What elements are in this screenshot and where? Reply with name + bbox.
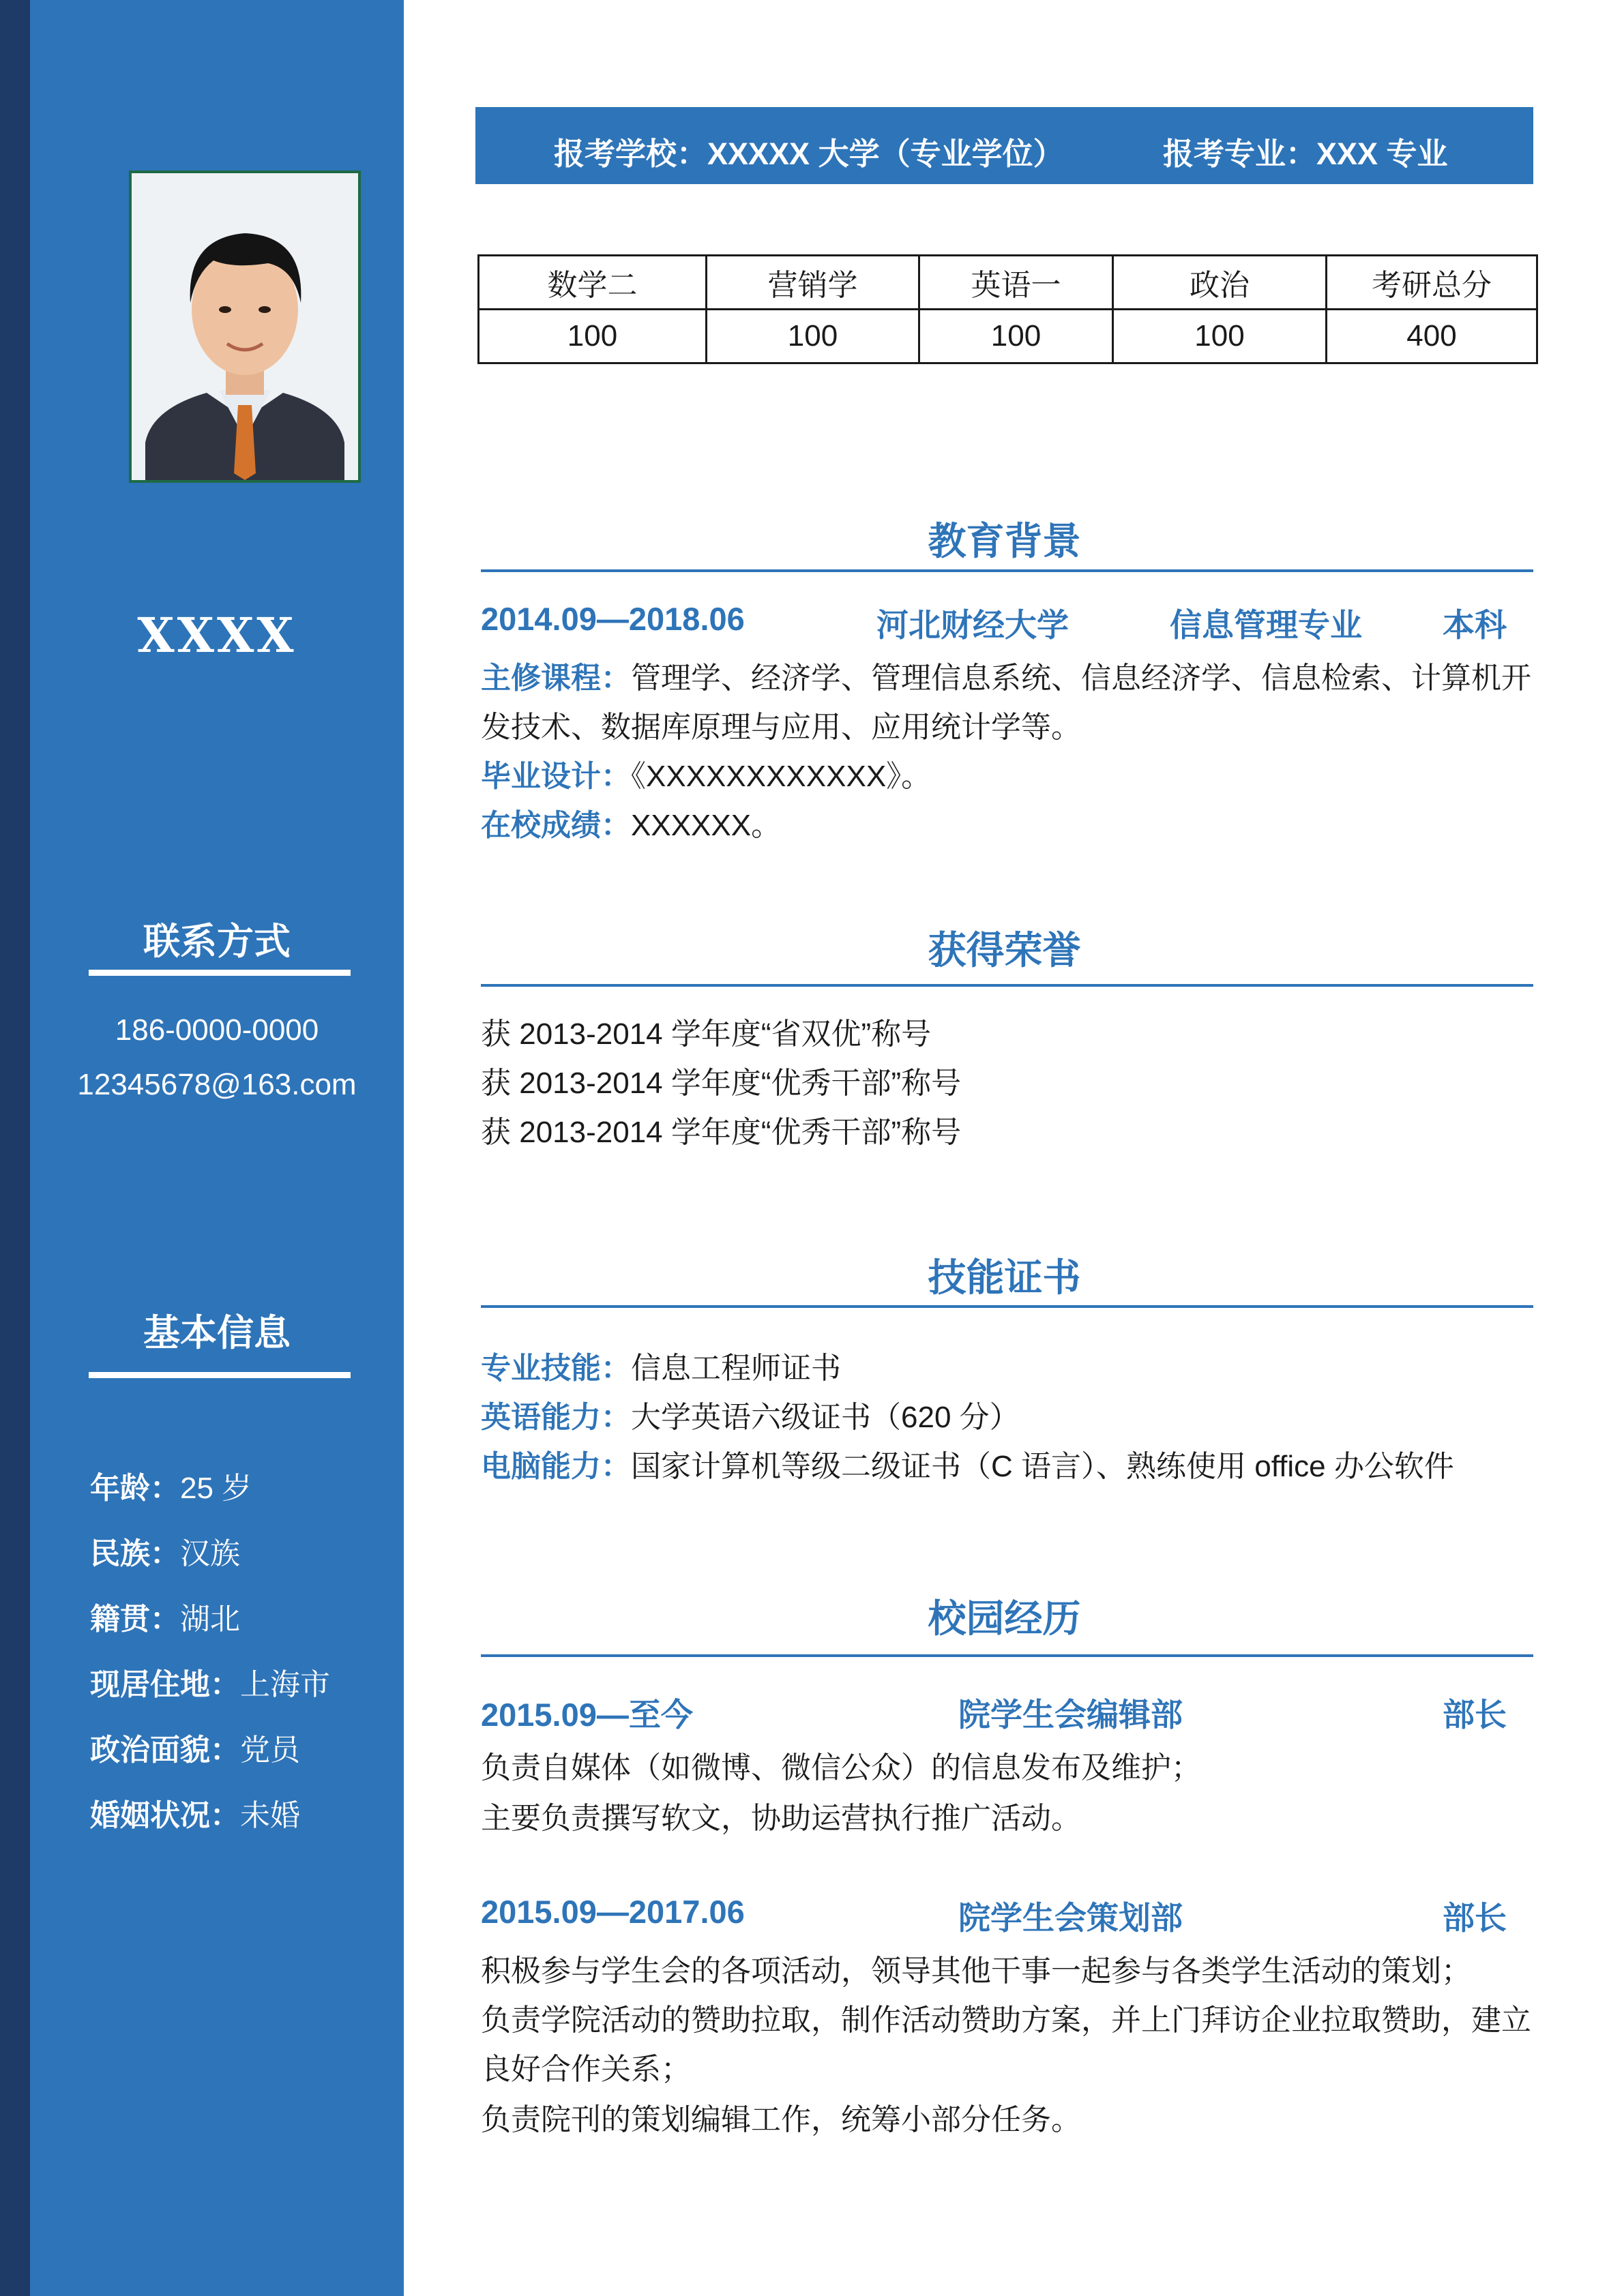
courses-line-continued: 发技术、数据库原理与应用、应用统计学等。 bbox=[481, 711, 1081, 744]
info-label: 政治面貌： bbox=[90, 1733, 240, 1767]
info-label: 现居住地： bbox=[90, 1668, 240, 1701]
info-value: 25 岁 bbox=[180, 1472, 252, 1505]
phone-number: 186-0000-0000 bbox=[115, 1013, 319, 1047]
table-cell: 400 bbox=[1327, 310, 1537, 363]
skills-section-title: 技能证书 bbox=[928, 1256, 1081, 1299]
courses-line bbox=[481, 653, 1531, 697]
honor-item: 获 2013-2014 学年度“省双优”称号 bbox=[481, 1017, 932, 1051]
table-header-cell: 考研总分 bbox=[1327, 256, 1537, 310]
info-row-political-status bbox=[90, 1725, 300, 1769]
basic-info-heading: 基本信息 bbox=[143, 1313, 291, 1354]
honors-section-title: 获得荣誉 bbox=[928, 929, 1081, 972]
skill-label: 电脑能力： bbox=[481, 1450, 631, 1483]
skill-item bbox=[481, 1392, 1020, 1436]
info-label: 籍贯： bbox=[90, 1602, 180, 1636]
info-label: 婚姻状况： bbox=[90, 1799, 240, 1832]
thesis-text: 《XXXXXXXXXXXX》。 bbox=[631, 760, 932, 793]
main-content bbox=[404, 0, 1624, 2296]
table-header-cell: 数学二 bbox=[479, 256, 707, 310]
candidate-name: XXXX bbox=[137, 607, 297, 664]
skill-value: 大学英语六级证书（620 分） bbox=[631, 1401, 1020, 1434]
education-divider bbox=[481, 569, 1533, 572]
skill-label: 专业技能： bbox=[481, 1352, 631, 1385]
campus-detail-line: 负责学院活动的赞助拉取，制作活动赞助方案，并上门拜访企业拉取赞助，建立 bbox=[481, 2003, 1531, 2037]
application-target-bar bbox=[475, 107, 1533, 184]
table-row bbox=[479, 310, 1537, 363]
education-school: 河北财经大学 bbox=[876, 607, 1069, 643]
education-header-row bbox=[481, 600, 1524, 641]
contact-divider bbox=[89, 970, 351, 976]
thesis-label: 毕业设计： bbox=[481, 760, 631, 793]
grades-line bbox=[481, 801, 781, 844]
education-degree: 本科 bbox=[1443, 607, 1507, 643]
sidebar bbox=[30, 0, 404, 2296]
education-major: 信息管理专业 bbox=[1170, 607, 1362, 643]
table-header-row bbox=[479, 256, 1537, 310]
info-value: 党员 bbox=[240, 1733, 300, 1767]
courses-label: 主修课程： bbox=[481, 661, 631, 695]
campus-entry-header bbox=[481, 1893, 1524, 1934]
table-header-cell: 英语一 bbox=[919, 256, 1113, 310]
info-value: 湖北 bbox=[180, 1602, 240, 1636]
info-row-marital-status bbox=[90, 1791, 300, 1834]
info-row-residence bbox=[90, 1660, 330, 1703]
table-cell: 100 bbox=[919, 310, 1113, 363]
info-row-hometown bbox=[90, 1594, 240, 1638]
info-value: 未婚 bbox=[240, 1799, 300, 1832]
skill-value: 国家计算机等级二级证书（C 语言）、熟练使用 office 办公软件 bbox=[631, 1450, 1454, 1483]
thesis-line bbox=[481, 751, 931, 795]
skills-divider bbox=[481, 1305, 1533, 1308]
table-cell: 100 bbox=[1113, 310, 1327, 363]
grades-label: 在校成绩： bbox=[481, 809, 631, 842]
info-label: 民族： bbox=[90, 1537, 180, 1570]
campus-period: 2015.09—2017.06 bbox=[481, 1894, 745, 1930]
campus-role: 部长 bbox=[1443, 1697, 1507, 1733]
honor-item: 获 2013-2014 学年度“优秀干部”称号 bbox=[481, 1067, 962, 1100]
info-label: 年龄： bbox=[90, 1472, 180, 1505]
edge-strip bbox=[0, 0, 30, 2296]
campus-divider bbox=[481, 1654, 1533, 1657]
table-cell: 100 bbox=[479, 310, 707, 363]
table-cell: 100 bbox=[707, 310, 919, 363]
score-table bbox=[477, 254, 1538, 364]
campus-org: 院学生会策划部 bbox=[958, 1900, 1183, 1936]
skill-item bbox=[481, 1442, 1454, 1485]
education-section-title: 教育背景 bbox=[928, 520, 1081, 563]
target-school: 报考学校：XXXXX 大学（专业学位） bbox=[554, 136, 1064, 171]
campus-detail-line: 主要负责撰写软文，协助运营执行推广活动。 bbox=[481, 1802, 1081, 1835]
table-header-cell: 营销学 bbox=[707, 256, 919, 310]
info-row-ethnicity bbox=[90, 1529, 240, 1572]
honor-item: 获 2013-2014 学年度“优秀干部”称号 bbox=[481, 1116, 962, 1149]
profile-photo bbox=[129, 170, 361, 483]
grades-text: XXXXXX。 bbox=[631, 809, 782, 842]
skill-item bbox=[481, 1343, 841, 1387]
campus-period: 2015.09—至今 bbox=[481, 1697, 693, 1733]
skill-value: 信息工程师证书 bbox=[631, 1352, 841, 1385]
campus-detail-line: 积极参与学生会的各项活动，领导其他干事一起参与各类学生活动的策划； bbox=[481, 1954, 1471, 1988]
info-row-age bbox=[90, 1463, 252, 1507]
skill-label: 英语能力： bbox=[481, 1401, 631, 1434]
email-address: 12345678@163.com bbox=[77, 1068, 357, 1101]
honors-divider bbox=[481, 984, 1533, 987]
campus-detail-line: 负责自媒体（如微博、微信公众）的信息发布及维护； bbox=[481, 1751, 1201, 1785]
campus-detail-line: 负责院刊的策划编辑工作，统筹小部分任务。 bbox=[481, 2103, 1081, 2136]
campus-entry-header bbox=[481, 1690, 1524, 1731]
info-value: 汉族 bbox=[180, 1537, 240, 1570]
contact-heading: 联系方式 bbox=[143, 921, 291, 962]
campus-role: 部长 bbox=[1443, 1900, 1507, 1936]
campus-org: 院学生会编辑部 bbox=[958, 1697, 1183, 1733]
basic-info-divider bbox=[89, 1372, 351, 1378]
education-period: 2014.09—2018.06 bbox=[481, 601, 745, 637]
courses-text: 管理学、经济学、管理信息系统、信息经济学、信息检索、计算机开 bbox=[631, 661, 1531, 695]
campus-section-title: 校园经历 bbox=[928, 1597, 1081, 1640]
target-major: 报考专业：XXX 专业 bbox=[1163, 136, 1448, 171]
campus-detail-line: 良好合作关系； bbox=[481, 2053, 691, 2086]
info-value: 上海市 bbox=[240, 1668, 330, 1701]
table-header-cell: 政治 bbox=[1113, 256, 1327, 310]
